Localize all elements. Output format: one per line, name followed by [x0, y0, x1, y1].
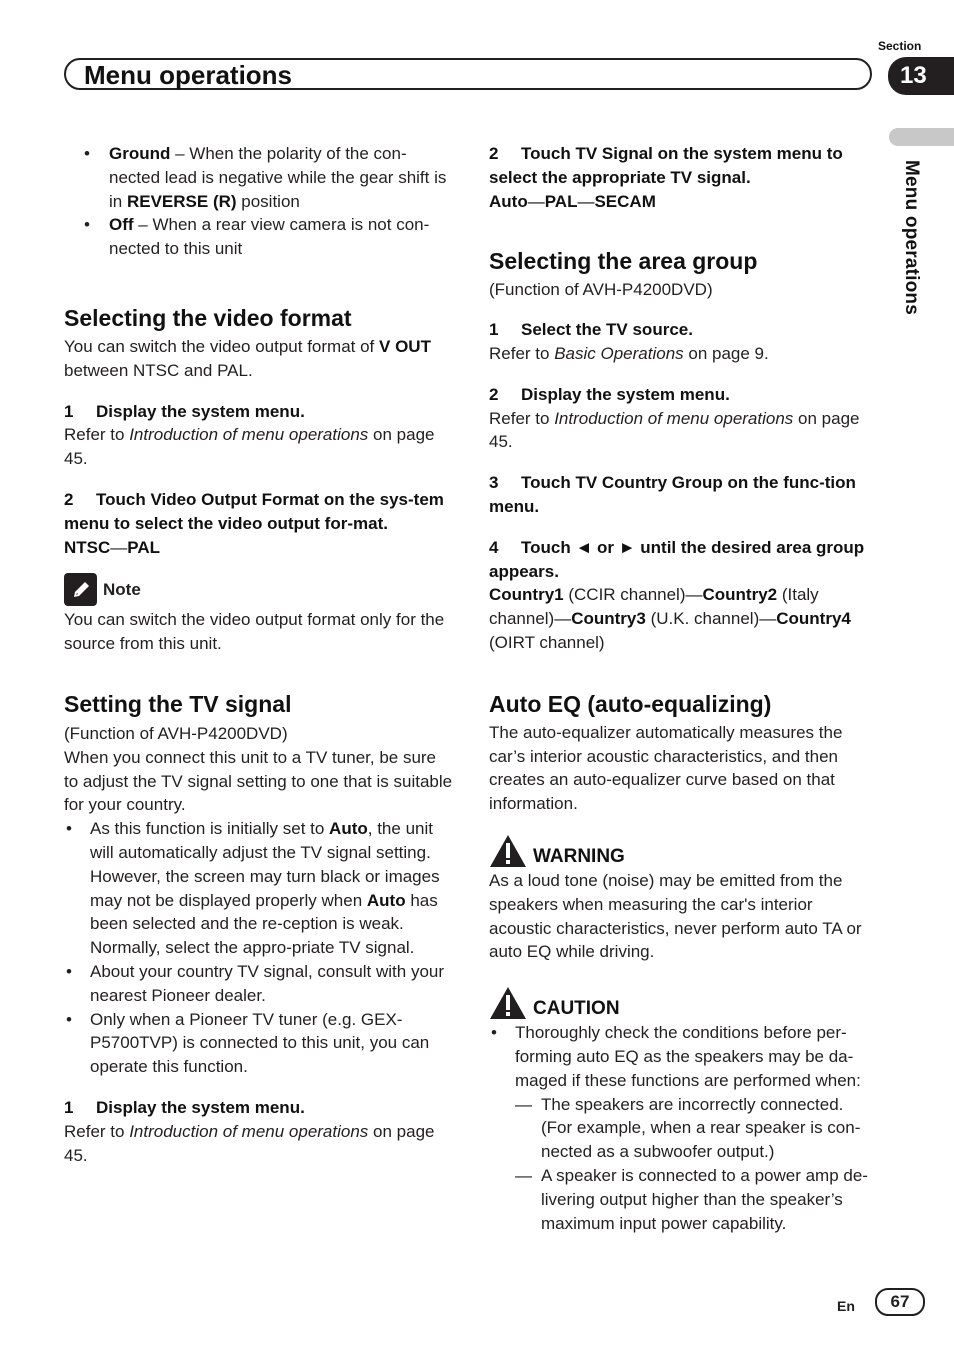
note-label: Note: [103, 579, 141, 599]
step-heading: 2 Display the system menu.: [489, 384, 730, 404]
right-column: [489, 142, 879, 1235]
list-item: • Off – When a rear view camera is not con-nected to this unit: [84, 215, 430, 259]
caution-icon: [489, 986, 527, 1020]
warning-icon: [489, 834, 527, 868]
list-item: — A speaker is connected to a power amp de-livering output higher than the speaker’s maximum input power capability.: [515, 1165, 868, 1233]
option-list: Auto—PAL—SECAM: [489, 191, 656, 211]
step-reference: Refer to Introduction of menu operations on page 45.: [64, 1121, 435, 1165]
function-note: (Function of AVH-P4200DVD): [489, 280, 713, 300]
function-note: (Function of AVH-P4200DVD): [64, 723, 288, 743]
step-reference: Refer to Introduction of menu operations on page 45.: [64, 425, 435, 469]
section-number-badge: 13: [888, 57, 954, 95]
step-reference: Refer to Basic Operations on page 9.: [489, 343, 769, 363]
heading-auto-eq: Auto EQ (auto-equalizing): [489, 690, 772, 717]
list-item: • Thoroughly check the conditions before per-forming auto EQ as the speakers may be da-maged if these functions are performed when:: [491, 1023, 861, 1090]
note-text: You can switch the video output format only for the source from this unit.: [64, 610, 445, 654]
list-item: • As this function is initially set to Auto, the unit will automatically adjust the TV signal setting. However, the screen may turn black or images may not be displayed properly when Auto has been selected and the re-ception is weak. Normally, select the appro-priate TV signal.: [66, 819, 440, 958]
step-heading: 3 Touch TV Country Group on the func-tion menu.: [489, 473, 856, 516]
step-heading: 4 Touch ◄ or ► until the desired area group appears.: [489, 537, 865, 581]
option-list: Country1 (CCIR channel)—Country2 (Italy channel)—Country3 (U.K. channel)—Country4 (OIRT channel): [489, 585, 851, 652]
language-label: En: [837, 1298, 855, 1314]
page-number: 67: [875, 1288, 925, 1316]
paragraph: The auto-equalizer automatically measures the car’s interior acoustic characteristics, and then creates an auto-equalizer curve based on that information.: [489, 722, 843, 814]
heading-area-group: Selecting the area group: [489, 248, 758, 275]
step-heading: 1 Select the TV source.: [489, 320, 693, 340]
pencil-icon: [64, 573, 97, 606]
page-title: Menu operations: [84, 60, 293, 90]
heading-tv-signal: Setting the TV signal: [64, 690, 292, 717]
warning-label: WARNING: [533, 845, 625, 867]
note-header: [64, 573, 454, 606]
warning-header: [489, 834, 879, 868]
side-tab-marker: [889, 128, 954, 146]
paragraph: When you connect this unit to a TV tuner, be sure to adjust the TV signal setting to one that is suitable for your country.: [64, 747, 453, 815]
section-label: Section: [878, 39, 922, 53]
step-heading: 2 Touch TV Signal on the system menu to select the appropriate TV signal.: [489, 144, 843, 187]
side-tab-label: Menu operations: [901, 160, 922, 316]
step-reference: Refer to Introduction of menu operations on page 45.: [489, 408, 860, 452]
list-item: — The speakers are incorrectly connected. (For example, when a rear speaker is con-nected as a subwoofer output.): [515, 1094, 861, 1162]
step-heading: 1 Display the system menu.: [64, 1097, 305, 1117]
list-item: • About your country TV signal, consult with your nearest Pioneer dealer.: [66, 961, 445, 1005]
left-column: [64, 142, 454, 1167]
heading-video-format: Selecting the video format: [64, 304, 352, 331]
option-list: NTSC—PAL: [64, 537, 161, 557]
step-heading: 1 Display the system menu.: [64, 401, 305, 421]
caution-label: CAUTION: [533, 998, 620, 1020]
step-heading: 2 Touch Video Output Format on the sys-tem menu to select the video output for-mat.: [64, 489, 444, 533]
list-item: • Ground – When the polarity of the con-nected lead is negative while the gear shift is in REVERSE (R) position: [84, 144, 447, 211]
caution-header: [489, 986, 879, 1020]
paragraph: You can switch the video output format of V OUT between NTSC and PAL.: [64, 336, 431, 380]
list-item: • Only when a Pioneer TV tuner (e.g. GEX-P5700TVP) is connected to this unit, you can operate this function.: [66, 1009, 430, 1077]
warning-text: As a loud tone (noise) may be emitted from the speakers when measuring the car's interior acoustic characteristics, never perform auto TA or auto EQ while driving.: [489, 870, 862, 962]
